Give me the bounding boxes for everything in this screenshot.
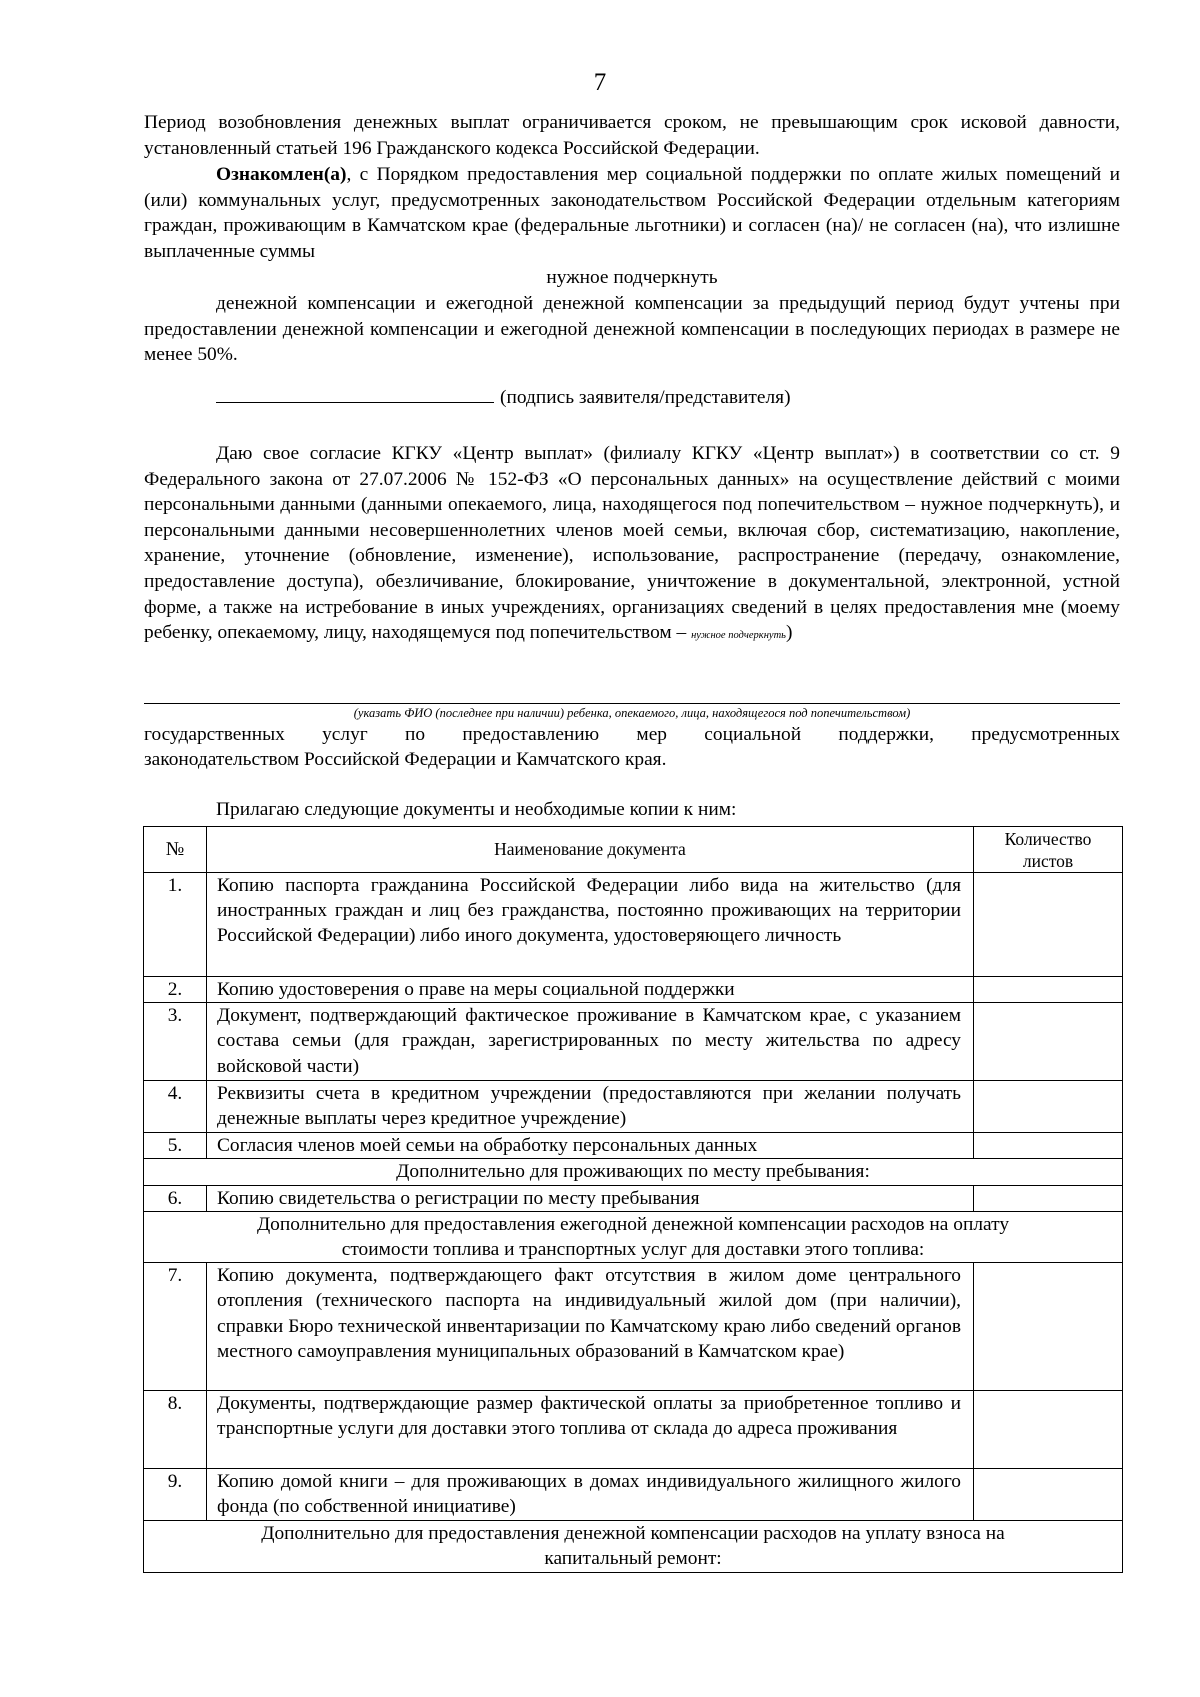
row-number: 5. — [144, 1133, 207, 1159]
row-sheet-count-cell[interactable] — [974, 1003, 1123, 1081]
row-document-name: Копию паспорта гражданина Российской Федерации либо вида на жительство (для иностранных граждан и лиц без гражданства, постоянно проживающих на территории Российской Федерации) либо иного документа, удостоверяющего личность — [207, 873, 974, 977]
header-sheet-count — [974, 827, 1123, 873]
section-capital-repair — [144, 1521, 1123, 1572]
section-fuel-line2: стоимости топлива и транспортных услуг для доставки этого топлива: — [341, 1239, 925, 1261]
paragraph-consent — [144, 441, 1120, 649]
table-section-row — [144, 1159, 1123, 1185]
table-row — [144, 1263, 1123, 1391]
row-number: 2. — [144, 977, 207, 1003]
section-capital-repair-line1: Дополнительно для предоставления денежной компенсации расходов на уплату взноса на — [261, 1523, 1005, 1545]
row-document-name: Копию домой книги – для проживающих в домах индивидуального жилищного жилого фонда (по собственной инициативе) — [207, 1469, 974, 1521]
row-sheet-count-cell[interactable] — [974, 1469, 1123, 1521]
signature-caption: (подпись заявителя/представителя) — [500, 387, 791, 408]
table-row — [144, 977, 1123, 1003]
paragraph-state-services-line2: законодательством Российской Федерации и Камчатского края. — [144, 749, 667, 770]
row-document-name: Копию удостоверения о праве на меры социальной поддержки — [207, 977, 974, 1003]
table-row — [144, 1081, 1123, 1133]
row-number: 7. — [144, 1263, 207, 1391]
paragraph-compensation: денежной компенсации и ежегодной денежной компенсации за предыдущий период будут учтены при предоставлении денежной компенсации и ежегодной денежной компенсации в последующих периодах в размере не менее 50%. — [144, 293, 1120, 366]
table-row — [144, 1133, 1123, 1159]
row-sheet-count-cell[interactable] — [974, 1185, 1123, 1211]
signature-line[interactable] — [216, 384, 494, 403]
consent-text: Даю свое согласие КГКУ «Центр выплат» (филиалу КГКУ «Центр выплат») в соответствии со ст. 9 Федерального закона от 27.07.2006 № 152-ФЗ «О персональных данных» на осуществление действий с моими персональными данными (данными опекаемого, лица, находящегося под попечительством – нужное подчеркнуть), и персональными данными несовершеннолетних членов моей семьи, включая сбор, систематизацию, накопление, хранение, уточнение (обновление, изменение), использование, распространение (передачу, ознакомление, предоставление доступа), обезличивание, блокирование, уничтожение в документальной, электронной, устной форме, а также на истребование в иных учреждениях, организациях сведений в целях предоставления мне (моему ребенку, опекаемому, лицу, находящемуся под попечительством – — [144, 443, 1120, 644]
row-sheet-count-cell[interactable] — [974, 977, 1123, 1003]
section-fuel-line1: Дополнительно для предоставления ежегодной денежной компенсации расходов на оплату — [256, 1213, 1010, 1235]
row-document-name: Документы, подтверждающие размер фактической оплаты за приобретенное топливо и транспортные услуги для доставки этого топлива от склада до адреса проживания — [207, 1391, 974, 1469]
row-document-name: Реквизиты счета в кредитном учреждении (предоставляются при желании получать денежные выплаты через кредитное учреждение) — [207, 1081, 974, 1133]
row-sheet-count-cell[interactable] — [974, 1081, 1123, 1133]
documents-table — [143, 826, 1123, 1573]
row-sheet-count-cell[interactable] — [974, 873, 1123, 977]
row-document-name: Копию свидетельства о регистрации по месту пребывания — [207, 1185, 974, 1211]
table-section-row — [144, 1521, 1123, 1572]
acknowledgement-text: , с Порядком предоставления мер социальной поддержки по оплате жилых помещений и (или) коммунальных услуг, предусмотренных законодательством Российской Федерации отдельным категориям граждан, проживающим в Камчатском крае (федеральные льготники) и согласен (на)/ не согласен (на), что излишне выплаченные суммы — [144, 164, 1120, 262]
page-number: 7 — [593, 69, 607, 96]
row-document-name: Копию документа, подтверждающего факт отсутствия в жилом доме центрального отопления (технического паспорта на индивидуальный жилой дом (при наличии), справки Бюро технической инвентаризации по Камчатскому краю либо сведений органов местного самоуправления муниципальных образований в Камчатском крае) — [207, 1263, 974, 1391]
section-capital-repair-line2: капитальный ремонт: — [544, 1548, 722, 1570]
row-sheet-count-cell[interactable] — [974, 1133, 1123, 1159]
header-number: № — [144, 827, 207, 873]
header-document-name: Наименование документа — [207, 827, 974, 873]
row-number: 9. — [144, 1469, 207, 1521]
row-number: 6. — [144, 1185, 207, 1211]
attachments-intro: Прилагаю следующие документы и необходимые копии к ним: — [216, 799, 737, 820]
paragraph-acknowledgement — [144, 162, 1120, 264]
row-sheet-count-cell[interactable] — [974, 1391, 1123, 1469]
row-sheet-count-cell[interactable] — [974, 1263, 1123, 1391]
row-document-name: Согласия членов моей семьи на обработку персональных данных — [207, 1133, 974, 1159]
paragraph-state-services-line1: государственных услуг по предоставлению мер социальной поддержки, предусмотренных — [144, 724, 1120, 745]
fio-caption: (указать ФИО (последнее при наличии) ребенка, опекаемого, лица, находящегося под попечительством) — [353, 706, 911, 720]
acknowledged-label: Ознакомлен(а) — [216, 164, 347, 185]
consent-close: ) — [785, 622, 793, 644]
row-number: 8. — [144, 1391, 207, 1469]
row-number: 3. — [144, 1003, 207, 1081]
table-row — [144, 1391, 1123, 1469]
table-header-row — [144, 827, 1123, 873]
table-row — [144, 1469, 1123, 1521]
section-temporary-residence: Дополнительно для проживающих по месту пребывания: — [144, 1159, 1123, 1185]
consent-note: нужное подчеркнуть — [691, 630, 786, 642]
table-row — [144, 1185, 1123, 1211]
row-number: 4. — [144, 1081, 207, 1133]
fio-input-line[interactable] — [144, 703, 1120, 704]
signature-block — [144, 384, 1120, 411]
table-row — [144, 1003, 1123, 1081]
underline-note: нужное подчеркнуть — [546, 267, 718, 288]
section-fuel-compensation — [144, 1211, 1123, 1262]
table-row — [144, 873, 1123, 977]
table-section-row — [144, 1211, 1123, 1262]
row-number: 1. — [144, 873, 207, 977]
header-qty-line2: листов — [1022, 850, 1074, 871]
row-document-name: Документ, подтверждающий фактическое проживание в Камчатском крае, с указанием состава семьи (для граждан, зарегистрированных по месту жительства по адресу войсковой части) — [207, 1003, 974, 1081]
paragraph-renewal-period: Период возобновления денежных выплат ограничивается сроком, не превышающим срок исковой давности, установленный статьей 196 Гражданского кодекса Российской Федерации. — [144, 112, 1120, 159]
header-qty-line1: Количество — [1004, 828, 1092, 849]
